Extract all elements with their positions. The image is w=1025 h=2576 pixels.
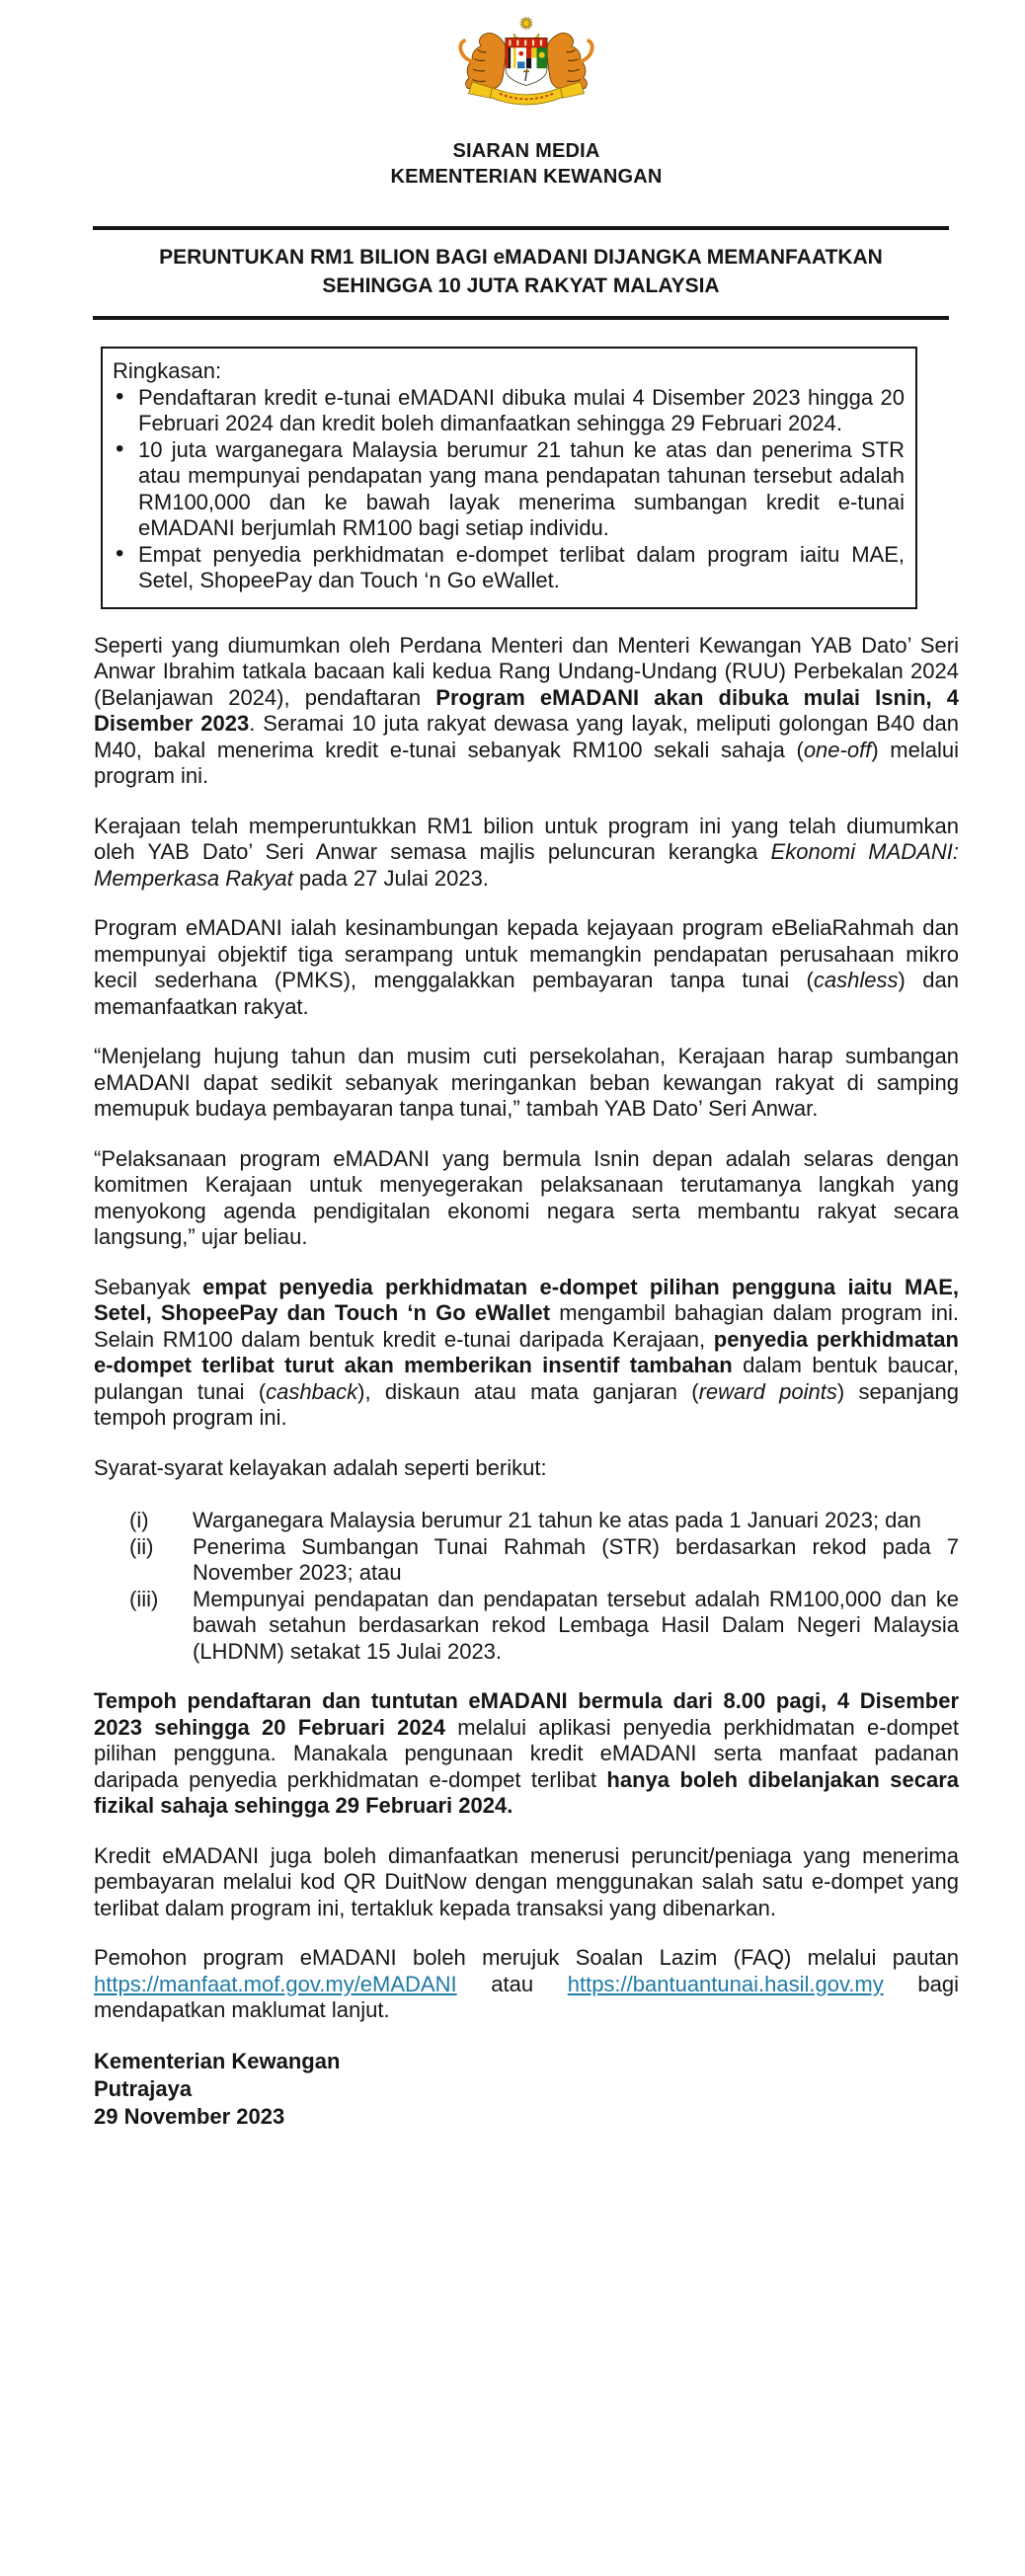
eligibility-marker-3: (iii) — [129, 1586, 159, 1611]
faq-link-mof[interactable]: https://manfaat.mof.gov.my/eMADANI — [94, 1971, 457, 1996]
paragraph-registration-announcement — [94, 633, 959, 790]
text-run: cashback — [266, 1378, 358, 1404]
paragraph-registration-period — [94, 1688, 959, 1820]
paragraph-quote-2 — [94, 1146, 959, 1251]
summary-bullet-3: • Empat penyedia perkhidmatan e-dompet terlibat dalam program iaitu MAE, Setel, ShopeePay dan Touch ‘n Go eWallet. — [113, 542, 905, 594]
text-run: Pemohon program eMADANI boleh merujuk Soalan Lazim (FAQ) melalui pautan — [94, 1945, 959, 1970]
eligibility-intro: Syarat-syarat kelayakan adalah seperti berikut: — [94, 1454, 547, 1480]
text-run: penyedia perkhidmatan e-dompet terlibat turut akan memberikan insentif tambahan — [94, 1326, 959, 1377]
text-run: “Pelaksanaan program eMADANI yang bermula Isnin depan adalah selaras dengan komitmen Kerajaan untuk menyegerakan pelaksanaan terutamanya langkah yang menyokong agenda pendigitalan ekonomi negara serta membantu rakyat secara langsung,” ujar beliau. — [94, 1145, 959, 1249]
org-line-kementerian: KEMENTERIAN KEWANGAN — [390, 166, 663, 188]
paragraph-ewallet-providers — [94, 1275, 959, 1432]
eligibility-marker-2: (ii) — [129, 1533, 154, 1559]
faq-link-hasil[interactable]: https://bantuantunai.hasil.gov.my — [567, 1971, 884, 1996]
paragraph-allocation — [94, 814, 959, 893]
title-divider-bottom — [93, 316, 949, 320]
eligibility-marker-1: (i) — [129, 1508, 149, 1532]
text-run: Kredit eMADANI juga boleh dimanfaatkan menerusi peruncit/peniaga yang menerima pembayaran melalui kod QR DuitNow dengan menggunakan salah satu e-dompet yang terlibat dalam program ini, tertakluk kepada transaksi yang dibenarkan. — [94, 1842, 959, 1920]
document-title: PERUNTUKAN RM1 BILION BAGI eMADANI DIJANGKA MEMANFAATKAN SEHINGGA 10 JUTA RAKYAT MALAYSIA — [159, 246, 883, 297]
text-run: reward points — [698, 1378, 837, 1404]
paragraph-program-objectives — [94, 915, 959, 1020]
text-run: . Seramai 10 juta rakyat dewasa yang layak, meliputi golongan B40 dan M40, bakal menerima kredit e-tunai sebanyak RM100 sekali sahaja ( — [94, 711, 959, 762]
summary-bullet-2: • 10 juta warganegara Malaysia berumur 21 tahun ke atas dan penerima STR atau mempunyai pendapatan yang mana pendapatan tahunan tersebut adalah RM100,000 dan ke bawah layak menerima sumbangan kredit e-tunai eMADANI berjumlah RM100 bagi setiap individu. — [113, 437, 905, 542]
summary-bullet-list — [113, 385, 905, 594]
summary-heading: Ringkasan: — [113, 358, 222, 383]
text-run: ) melalui program ini. — [94, 737, 959, 788]
signature-location: Putrajaya — [94, 2075, 193, 2101]
paragraph-faq-links — [94, 1945, 959, 2024]
eligibility-item-1 — [94, 1508, 959, 1534]
text-run: Seperti yang diumumkan oleh Perdana Menteri dan Menteri Kewangan YAB Dato’ Seri Anwar Ibrahim tatkala bacaan kali kedua Rang Undang-Undang (RUU) Perbekalan 2024 (Belanjawan 2024), pendaftaran — [94, 632, 959, 710]
text-run: hanya boleh dibelanjakan secara fizikal sahaja sehingga 29 Februari 2024. — [94, 1766, 960, 1818]
text-run: ) sepanjang tempoh program ini. — [94, 1378, 960, 1430]
text-run: dalam bentuk baucar, pulangan tunai ( — [94, 1353, 959, 1404]
text-run: ) dan memanfaatkan rakyat. — [94, 968, 959, 1019]
text-run: Tempoh pendaftaran dan tuntutan eMADANI bermula dari 8.00 pagi, 4 Disember 2023 sehingga 20 Februari 2024 — [94, 1688, 959, 1740]
eligibility-text-3: Mempunyai pendapatan dan pendapatan tersebut adalah RM100,000 dan ke bawah setahun berdasarkan rekod Lembaga Hasil Dalam Negeri Malaysia (LHDNM) setakat 15 Julai 2023. — [193, 1586, 959, 1664]
text-run: bagi mendapatkan maklumat lanjut. — [94, 1971, 959, 2022]
text-run: melalui aplikasi penyedia perkhidmatan e-dompet pilihan pengguna. Manakala pengunaan kredit eMADANI serta manfaat padanan daripada penyedia perkhidmatan e-dompet terlibat — [94, 1714, 959, 1792]
text-run: pada 27 Julai 2023. — [292, 865, 489, 891]
text-run: mengambil bahagian dalam program ini. Selain RM100 dalam bentuk kredit e-tunai daripada Kerajaan, — [94, 1300, 960, 1352]
text-run: empat penyedia perkhidmatan e-dompet pilihan pengguna iaitu MAE, Setel, ShopeePay dan Touch ‘n Go eWallet — [94, 1274, 959, 1325]
eligibility-list — [94, 1508, 959, 1665]
text-run: atau — [456, 1971, 568, 1996]
text-run: ), diskaun atau mata ganjaran ( — [357, 1378, 699, 1404]
text-run: cashless — [813, 968, 899, 992]
signature-date: 29 November 2023 — [94, 2103, 285, 2129]
eligibility-item-2 — [94, 1534, 959, 1587]
org-line-siaran-media: SIARAN MEDIA — [452, 140, 600, 162]
text-run: Sebanyak — [94, 1274, 203, 1299]
summary-bullet-1: • Pendaftaran kredit e-tunai eMADANI dibuka mulai 4 Disember 2023 hingga 20 Februari 2024 dan kredit boleh dimanfaatkan sehingga 29 Februari 2024. — [113, 385, 905, 437]
malaysia-coat-of-arms-icon — [452, 10, 600, 114]
text-run: Kerajaan telah memperuntukkan RM1 bilion untuk program ini yang telah diumumkan oleh YAB Dato’ Seri Anwar semasa majlis peluncuran kerangka — [94, 813, 959, 864]
org-title-block — [94, 138, 959, 190]
eligibility-text-2: Penerima Sumbangan Tunai Rahmah (STR) berdasarkan rekod pada 7 November 2023; atau — [193, 1533, 959, 1585]
text-run: one-off — [803, 737, 872, 762]
text-run: “Menjelang hujung tahun dan musim cuti persekolahan, Kerajaan harap sumbangan eMADANI dapat sedikit sebanyak meringankan beban kewangan rakyat di samping memupuk budaya pembayaran tanpa tunai,” tambah YAB Dato’ Seri Anwar. — [94, 1044, 959, 1121]
summary-box — [101, 347, 917, 609]
signature-block — [94, 2048, 959, 2131]
eligibility-item-3 — [94, 1587, 959, 1666]
text-run: Program eMADANI ialah kesinambungan kepada kejayaan program eBeliaRahmah dan mempunyai objektif tiga serampang untuk memangkin pendapatan perusahaan mikro kecil sederhana (PMKS), menggalakkan pembayaran tanpa tunai ( — [94, 915, 959, 992]
text-run: Program eMADANI akan dibuka mulai Isnin, 4 Disember 2023 — [94, 684, 959, 736]
paragraph-quote-1 — [94, 1044, 959, 1123]
eligibility-text-1: Warganegara Malaysia berumur 21 tahun ke atas pada 1 Januari 2023; dan — [193, 1508, 921, 1532]
document-header — [94, 8, 959, 118]
signature-org: Kementerian Kewangan — [94, 2048, 341, 2073]
paragraph-duitnow-usage — [94, 1843, 959, 1922]
text-run: Ekonomi MADANI: Memperkasa Rakyat — [94, 839, 959, 891]
